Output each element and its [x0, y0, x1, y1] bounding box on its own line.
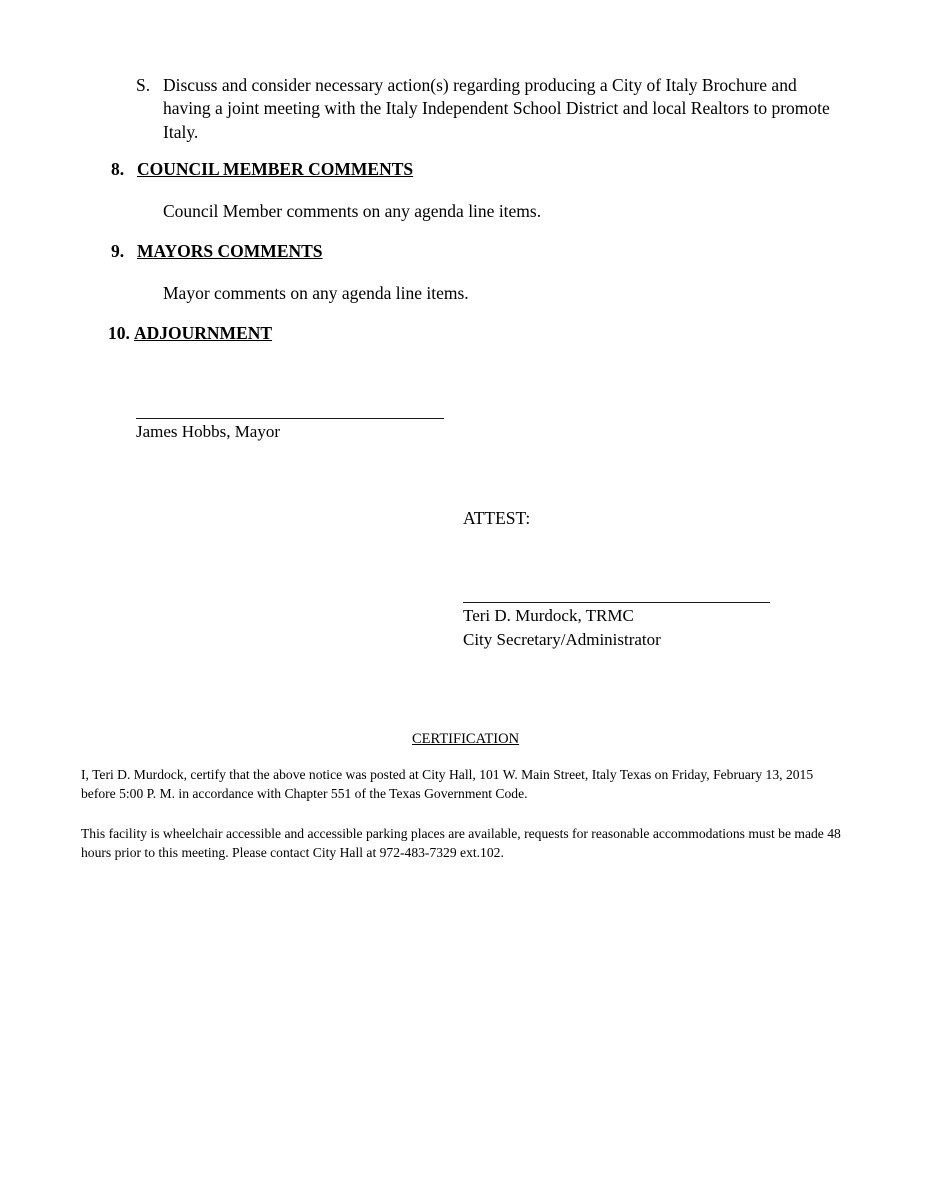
section-heading-9	[111, 241, 323, 262]
attest-label: ATTEST:	[463, 508, 531, 528]
section-body-8: Council Member comments on any agenda line items.	[163, 201, 542, 221]
certification-paragraph-posting: I, Teri D. Murdock, certify that the above notice was posted at City Hall, 101 W. Main Street, Italy Texas on Friday, February 13, 2015 before 5:00 P. M. in accordance with Chapter 551 of the Texas Government Code.	[81, 767, 814, 802]
section-body-9: Mayor comments on any agenda line items.	[163, 283, 469, 303]
agenda-sub-item-letter: S.	[136, 75, 151, 95]
section-number-8: 8.	[111, 159, 125, 179]
section-number-10: 10.	[108, 323, 130, 343]
secretary-signature-block	[463, 602, 770, 651]
section-heading-8	[111, 159, 413, 180]
agenda-sub-item-s	[136, 74, 846, 144]
mayor-signature-name: James Hobbs, Mayor	[136, 422, 281, 441]
mayor-signature-block	[136, 418, 444, 443]
secretary-signature-name: Teri D. Murdock, TRMC	[463, 606, 634, 625]
section-title-9: MAYORS COMMENTS	[137, 241, 323, 261]
section-number-9: 9.	[111, 241, 125, 261]
section-title-8: COUNCIL MEMBER COMMENTS	[137, 159, 414, 179]
section-heading-10	[108, 323, 272, 344]
agenda-sub-item-text: Discuss and consider necessary action(s) regarding producing a City of Italy Brochure and having a joint meeting with the Italy Independent School District and local Realtors to promote Italy.	[163, 75, 830, 142]
secretary-signature-title: City Secretary/Administrator	[463, 629, 661, 649]
certification-heading: CERTIFICATION	[412, 731, 520, 747]
certification-paragraph-accessibility: This facility is wheelchair accessible and accessible parking places are available, requests for reasonable accommodations must be made 48 hours prior to this meeting. Please contact City Hall at 972-483-7329 ext.102.	[81, 826, 841, 861]
section-title-10: ADJOURNMENT	[134, 323, 273, 343]
